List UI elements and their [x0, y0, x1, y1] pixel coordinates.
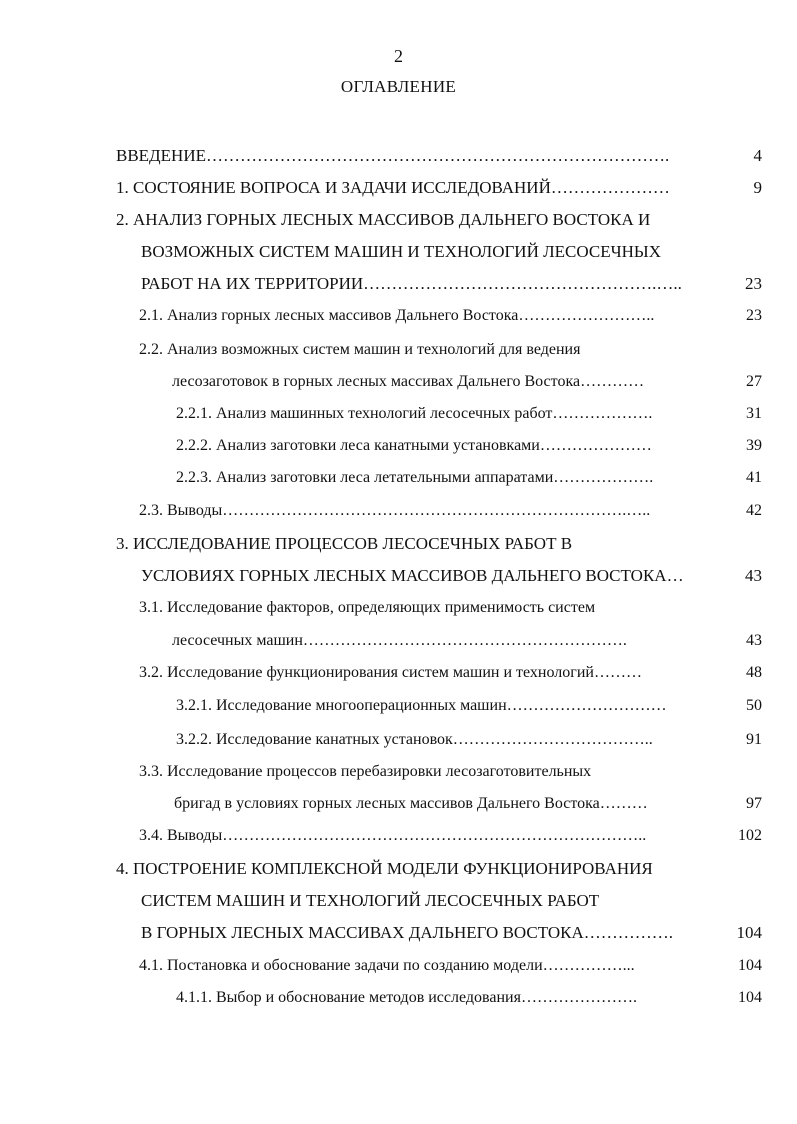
toc-entry: [0, 242, 797, 272]
toc-entry-page: 102: [738, 827, 762, 844]
toc-entry: [0, 341, 797, 371]
toc-entry-text: 4. ПОСТРОЕНИЕ КОМПЛЕКСНОЙ МОДЕЛИ ФУНКЦИОНИРОВАНИЯ: [116, 859, 653, 878]
toc-entry: [0, 373, 797, 403]
toc-entry: [0, 146, 797, 176]
toc-entry: [0, 989, 797, 1019]
toc-entry-text: 4.1.1. Выбор и обоснование методов исследования………………….: [176, 989, 637, 1006]
toc-entry-text: СИСТЕМ МАШИН И ТЕХНОЛОГИЙ ЛЕСОСЕЧНЫХ РАБОТ: [141, 891, 600, 910]
toc-entry-page: 39: [746, 437, 762, 454]
toc-entry: [0, 763, 797, 793]
toc-entry-text: 2.2.3. Анализ заготовки леса летательными аппаратами……………….: [176, 469, 654, 486]
toc-entry-page: 43: [746, 632, 762, 649]
toc-entry: [0, 566, 797, 596]
toc-entry-text: лесозаготовок в горных лесных массивах Дальнего Востока…………: [172, 373, 645, 390]
toc-entry: [0, 274, 797, 304]
toc-entry: [0, 307, 797, 337]
toc-entry-page: 27: [746, 373, 762, 390]
toc-entry: [0, 469, 797, 499]
toc-entry-text: 3.2.1. Исследование многооперационных машин…………………………: [176, 697, 667, 714]
toc-entry-text: 3.3. Исследование процессов перебазировки лесозаготовительных: [139, 763, 592, 780]
toc-entry-text: 4.1. Постановка и обоснование задачи по созданию модели……………...: [139, 957, 635, 974]
toc-entry: [0, 697, 797, 727]
toc-entry-page: 50: [746, 697, 762, 714]
toc-entry: [0, 178, 797, 208]
toc-entry-text: 2.2.1. Анализ машинных технологий лесосечных работ……………….: [176, 405, 653, 422]
toc-entry-text: В ГОРНЫХ ЛЕСНЫХ МАССИВАХ ДАЛЬНЕГО ВОСТОКА…………….: [141, 923, 674, 942]
toc-entry-page: 4: [753, 146, 762, 165]
toc-entry: [0, 632, 797, 662]
toc-entry: [0, 795, 797, 825]
toc-entry-page: 9: [753, 178, 762, 197]
toc-entry-text: 1. СОСТОЯНИЕ ВОПРОСА И ЗАДАЧИ ИССЛЕДОВАНИЙ…………………: [116, 178, 670, 197]
toc-entry-page: 42: [746, 502, 762, 519]
toc-entry-page: 23: [746, 307, 762, 324]
toc-entry-text: 2.2. Анализ возможных систем машин и технологий для ведения: [139, 341, 581, 358]
toc-entry-page: 23: [745, 274, 762, 293]
toc-entry-text: ВВЕДЕНИЕ……………………………………………………………………….: [116, 146, 670, 165]
toc-entry-page: 104: [736, 923, 762, 942]
toc-entry-text: лесосечных машин…………………………………………………….: [172, 632, 627, 649]
toc-entry-text: бригад в условиях горных лесных массивов Дальнего Востока………: [174, 795, 648, 812]
toc-entry-text: 2.2.2. Анализ заготовки леса канатными установками…………………: [176, 437, 652, 454]
toc-entry-page: 91: [746, 731, 762, 748]
toc-entry: [0, 502, 797, 532]
toc-entry: [0, 664, 797, 694]
toc-entry-text: 2.3. Выводы………………………………………………………………….…..: [139, 502, 651, 519]
toc-entry-page: 43: [745, 566, 762, 585]
toc-entry-text: РАБОТ НА ИХ ТЕРРИТОРИИ…………………………………………….…..: [141, 274, 682, 293]
toc-entry-text: 3.4. Выводы……………………………………………………………………..: [139, 827, 647, 844]
toc-entry: [0, 957, 797, 987]
page-number: 2: [394, 46, 403, 66]
toc-entry-text: 3.1. Исследование факторов, определяющих применимость систем: [139, 599, 596, 616]
toc-entry-page: 48: [746, 664, 762, 681]
toc-entry-page: 97: [746, 795, 762, 812]
toc-entry-text: 2.1. Анализ горных лесных массивов Дальнего Востока……………………..: [139, 307, 655, 324]
toc-entry: [0, 210, 797, 240]
toc-entry-text: 3.2.2. Исследование канатных установок………………………………..: [176, 731, 653, 748]
toc-entry-text: УСЛОВИЯХ ГОРНЫХ ЛЕСНЫХ МАССИВОВ ДАЛЬНЕГО ВОСТОКА…: [141, 566, 684, 585]
toc-entry-text: ВОЗМОЖНЫХ СИСТЕМ МАШИН И ТЕХНОЛОГИЙ ЛЕСОСЕЧНЫХ: [141, 242, 662, 261]
toc-entry: [0, 859, 797, 889]
toc-entry-page: 31: [746, 405, 762, 422]
toc-entry-page: 104: [738, 989, 762, 1006]
toc-entry-text: 3. ИССЛЕДОВАНИЕ ПРОЦЕССОВ ЛЕСОСЕЧНЫХ РАБОТ В: [116, 534, 573, 553]
page-title: ОГЛАВЛЕНИЕ: [340, 77, 457, 96]
toc-entry: [0, 405, 797, 435]
toc-entry: [0, 827, 797, 857]
toc-entry: [0, 891, 797, 921]
toc-entry: [0, 599, 797, 629]
toc-entry: [0, 923, 797, 953]
toc-entry-page: 41: [746, 469, 762, 486]
toc-entry: [0, 437, 797, 467]
toc-entry-page: 104: [738, 957, 762, 974]
toc-entry-text: 3.2. Исследование функционирования систем машин и технологий………: [139, 664, 642, 681]
toc-entry: [0, 534, 797, 564]
toc-entry-text: 2. АНАЛИЗ ГОРНЫХ ЛЕСНЫХ МАССИВОВ ДАЛЬНЕГО ВОСТОКА И: [116, 210, 651, 229]
toc-entry: [0, 731, 797, 761]
